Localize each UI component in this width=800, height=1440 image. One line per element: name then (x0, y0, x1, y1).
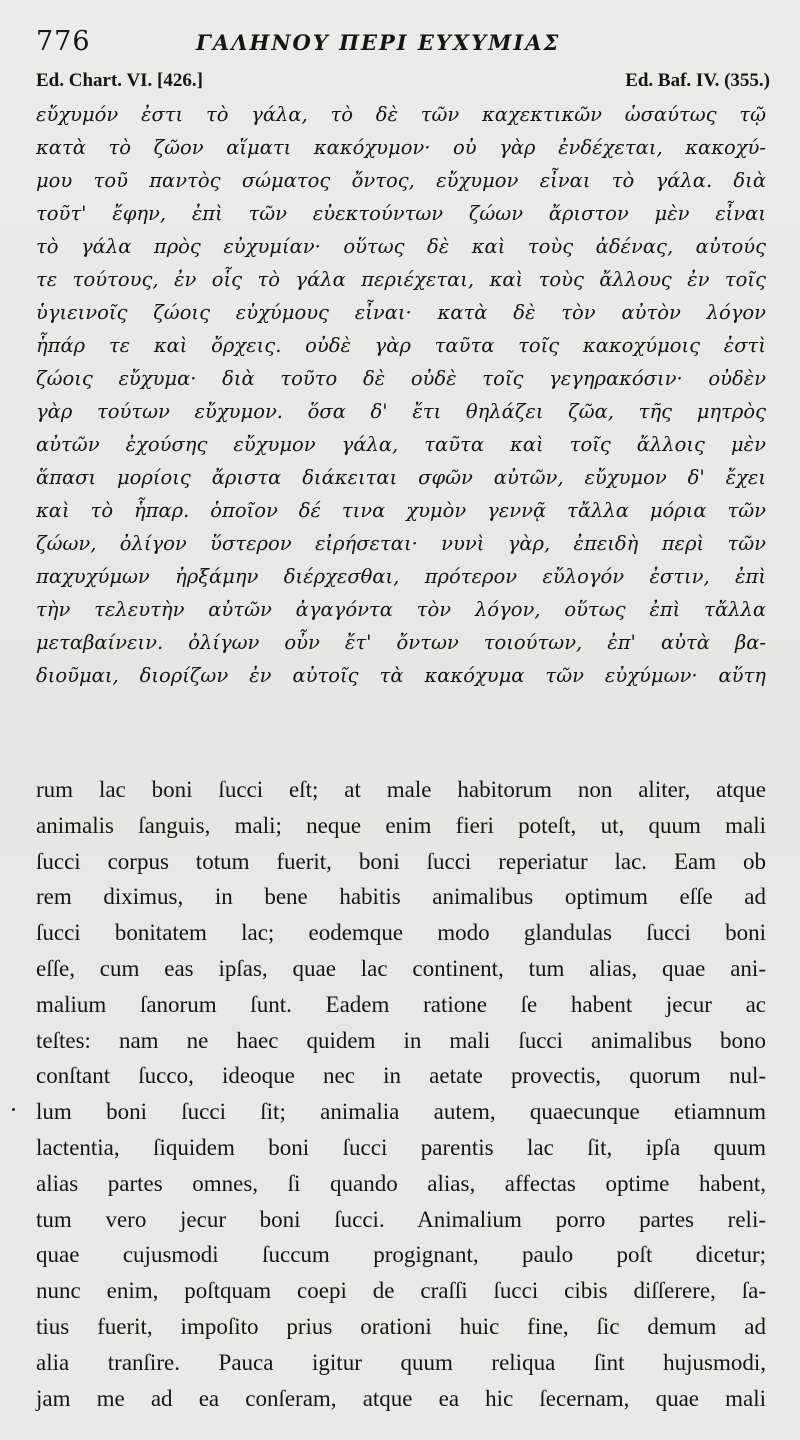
latin-text-line: lum boni ſucci ſit; animalia autem, quaecunque etiamnum (36, 1099, 766, 1125)
latin-text-line: lactentia, ſiquidem boni ſucci parentis lac ſit, ipſa quum (36, 1134, 766, 1160)
latin-text-line: alia tranſire. Pauca igitur quum reliqua ſint hujusmodi, (36, 1349, 766, 1375)
print-speck (12, 1108, 15, 1111)
edition-references (36, 70, 770, 96)
latin-text-line: quae cujusmodi ſuccum progignant, paulo poſt dicetur; (36, 1242, 766, 1268)
greek-text-line: ἅπασι μορίοις ἄριστα διάκειται σφῶν αὐτῶν, εὔχυμον δ' ἔχει (36, 466, 766, 489)
greek-text-line: κατὰ τὸ ζῶον αἵματι κακόχυμον· οὐ γὰρ ἐνδέχεται, κακοχύ- (36, 136, 766, 159)
latin-text-line: teſtes: nam ne haec quidem in mali ſucci animalibus bono (36, 1027, 766, 1053)
latin-text-line: nunc enim, poſtquam coepi de craſſi ſucci cibis diſſerere, ſa- (36, 1278, 766, 1304)
greek-text-block (36, 98, 766, 692)
latin-text-line: jam me ad ea conſeram, atque ea hic ſecernam, quae mali (36, 1385, 766, 1411)
page-number: 776 (36, 26, 91, 57)
greek-text-line: διοῦμαι, διορίζων ἐν αὐτοῖς τὰ κακόχυμα τῶν εὐχύμων· αὕτη (36, 664, 766, 687)
greek-text-line: τὸ γάλα πρὸς εὐχυμίαν· οὕτως δὲ καὶ τοὺς ἀδένας, αὐτούς (36, 235, 766, 258)
edition-reference-chartier: Ed. Chart. VI. [426.] (36, 70, 203, 91)
latin-text-line: malium ſanorum ſunt. Eadem ratione ſe habent jecur ac (36, 991, 766, 1017)
page-header (36, 26, 770, 66)
greek-text-line: ὑγιεινοῖς ζώοις εὐχύμους εἶναι· κατὰ δὲ τὸν αὐτὸν λόγον (36, 301, 766, 324)
greek-text-line: τὴν τελευτὴν αὐτῶν ἀγαγόντα τὸν λόγον, οὕτως ἐπὶ τἄλλα (36, 598, 766, 621)
latin-text-line: alias partes omnes, ſi quando alias, affectas optime habent, (36, 1170, 766, 1196)
latin-text-line: tum vero jecur boni ſucci. Animalium porro partes reli- (36, 1206, 766, 1232)
latin-text-line: rum lac boni ſucci eſt; at male habitorum non aliter, atque (36, 777, 766, 802)
greek-text-line: αὐτῶν ἐχούσης εὔχυμον γάλα, ταῦτα καὶ τοῖς ἄλλοις μὲν (36, 433, 766, 456)
greek-text-line: μου τοῦ παντὸς σώματος ὄντος, εὔχυμον εἶναι τὸ γάλα. διὰ (36, 169, 766, 192)
latin-text-line: animalis ſanguis, mali; neque enim fieri poteſt, ut, quum mali (36, 812, 766, 838)
greek-text-line: καὶ τὸ ἧπαρ. ὁποῖον δέ τινα χυμὸν γεννᾷ τἄλλα μόρια τῶν (36, 499, 766, 522)
greek-text-line: μεταβαίνειν. ὀλίγων οὖν ἔτ' ὄντων τοιούτων, ἐπ' αὐτὰ βα- (36, 631, 766, 654)
greek-text-line: παχυχύμων ἠρξάμην διέρχεσθαι, πρότερον εὔλογόν ἐστιν, ἐπὶ (36, 565, 766, 588)
greek-text-line: τοῦτ' ἔφην, ἐπὶ τῶν εὐεκτούντων ζώων ἄριστον μὲν εἶναι (36, 202, 766, 225)
edition-reference-basel: Ed. Baf. IV. (355.) (625, 70, 770, 91)
greek-text-line: ζώοις εὔχυμα· διὰ τοῦτο δὲ οὐδὲ τοῖς γεγηρακόσιν· οὐδὲν (36, 367, 766, 390)
latin-text-line: eſſe, cum eas ipſas, quae lac continent, tum alias, quae ani- (36, 955, 766, 981)
latin-text-line: ſucci corpus totum fuerit, boni ſucci reperiatur lac. Eam ob (36, 848, 766, 874)
latin-text-line: conſtant ſucco, ideoque nec in aetate provectis, quorum nul- (36, 1063, 766, 1089)
greek-text-line: γὰρ τούτων εὔχυμον. ὅσα δ' ἔτι θηλάζει ζῶα, τῆς μητρὸς (36, 400, 766, 423)
latin-text-line: rem diximus, in bene habitis animalibus optimum eſſe ad (36, 884, 766, 910)
running-title: ΓΑΛΗΝΟΥ ΠΕΡΙ ΕΥΧΥΜΙΑΣ (196, 30, 561, 55)
greek-text-line: ἧπάρ τε καὶ ὄρχεις. οὐδὲ γὰρ ταῦτα τοῖς κακοχύμοις ἐστὶ (36, 334, 766, 357)
latin-text-block (36, 772, 766, 1416)
greek-text-line: εὔχυμόν ἐστι τὸ γάλα, τὸ δὲ τῶν καχεκτικῶν ὡσαύτως τῷ (36, 103, 766, 126)
greek-text-line: τε τούτους, ἐν οἷς τὸ γάλα περιέχεται, καὶ τοὺς ἄλλους ἐν τοῖς (36, 268, 766, 291)
greek-text-line: ζώων, ὀλίγον ὕστερον εἰρήσεται· νυνὶ γὰρ, ἐπειδὴ περὶ τῶν (36, 532, 766, 555)
latin-text-line: tius fuerit, impoſito prius orationi huic fine, ſic demum ad (36, 1313, 766, 1339)
latin-text-line: ſucci bonitatem lac; eodemque modo glandulas ſucci boni (36, 920, 766, 946)
